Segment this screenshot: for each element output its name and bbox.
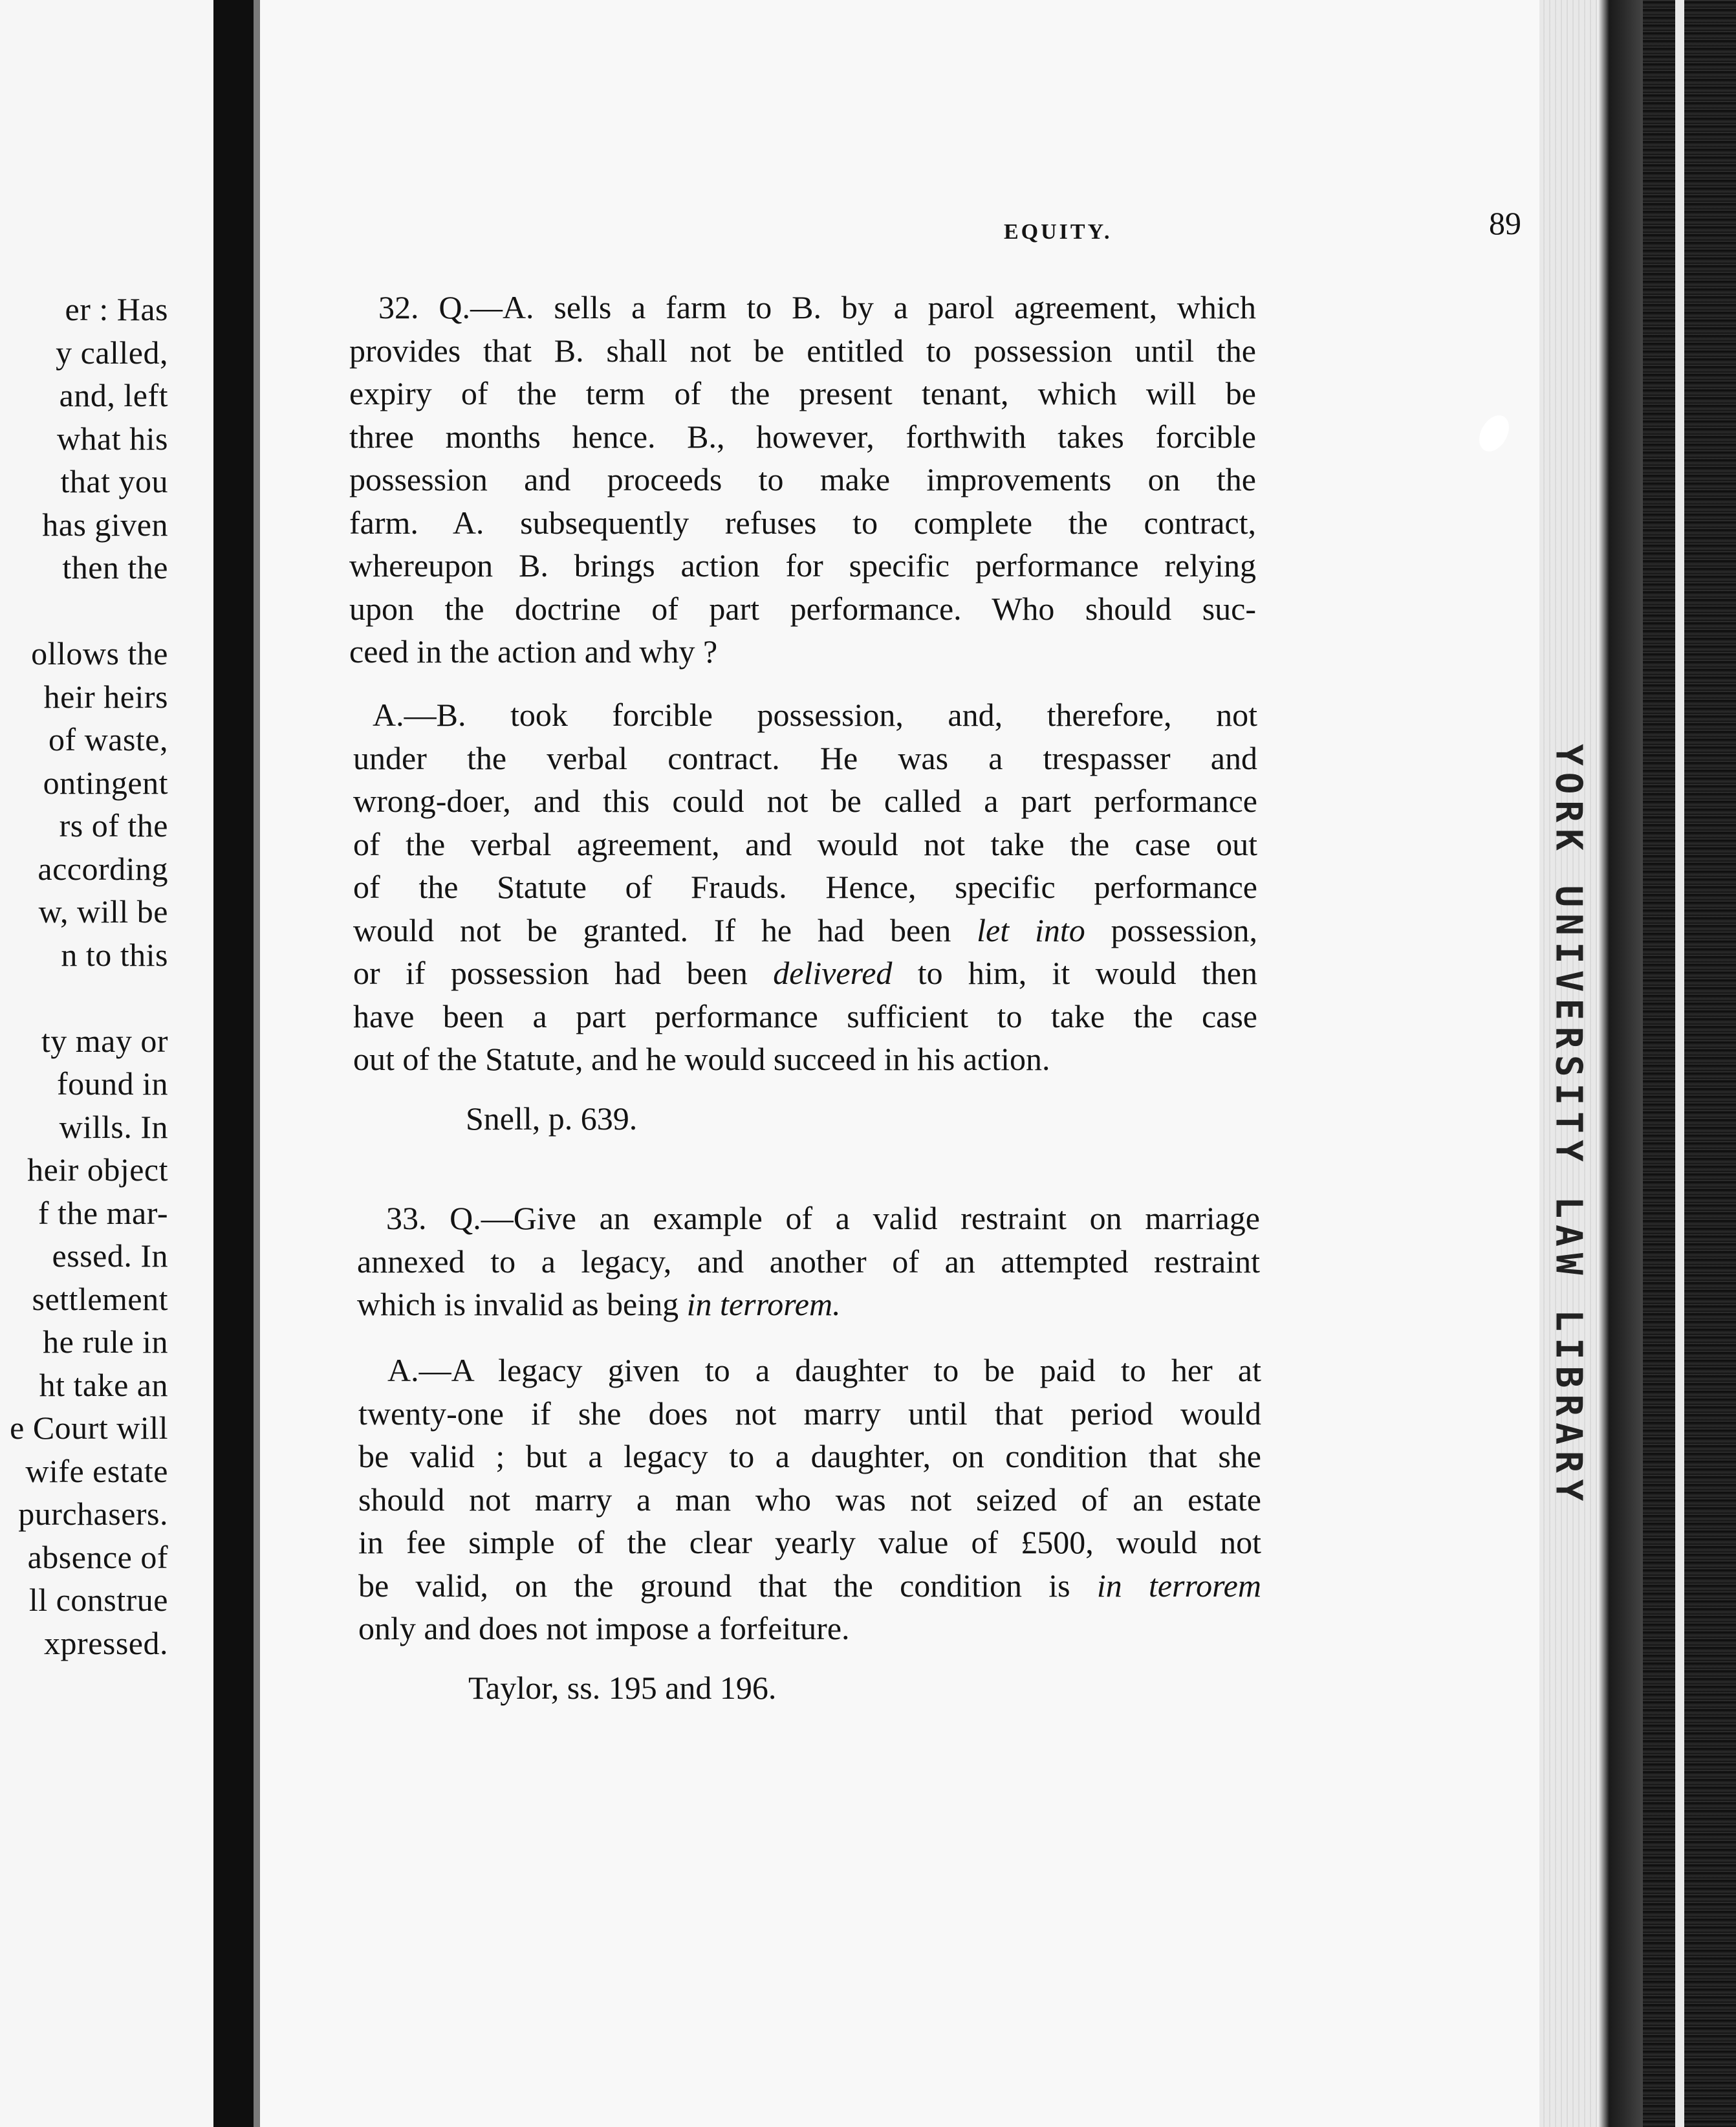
previous-page-line xyxy=(0,976,168,1020)
previous-page-line: settlement xyxy=(32,1280,168,1317)
answer-32-line: under the verbal contract. He was a trespasser and xyxy=(353,739,1257,776)
previous-page-line: xpressed. xyxy=(44,1624,168,1661)
previous-page-line: er : Has xyxy=(65,291,168,327)
previous-page-line: according xyxy=(38,850,168,887)
question-33-line xyxy=(357,1283,1260,1326)
answer-33-line xyxy=(358,1564,1261,1608)
previous-page-line: y called, xyxy=(56,334,168,371)
answer-32-line: of the Statute of Frauds. Hence, specific performance xyxy=(353,869,1257,905)
previous-page-line: essed. In xyxy=(52,1238,168,1274)
previous-page-line: purchasers. xyxy=(18,1496,168,1532)
answer-32-line: have been a part performance sufficient to take the case xyxy=(353,998,1257,1034)
previous-page-line: wife estate xyxy=(25,1452,168,1489)
book-gutter xyxy=(213,0,254,2127)
previous-page-line: heir heirs xyxy=(43,678,168,715)
previous-page-line: absence of xyxy=(27,1538,168,1575)
previous-page-line: e Court will xyxy=(10,1410,168,1446)
previous-page-line xyxy=(0,589,168,633)
text-run: be valid, on the ground that the condition is xyxy=(358,1567,1097,1604)
answer-33-line: only and does not impose a forfeiture. xyxy=(358,1610,850,1646)
reference-32: Snell, p. 639. xyxy=(466,1100,638,1137)
answer-32-line xyxy=(353,909,1257,952)
previous-page-line: ty may or xyxy=(41,1022,168,1059)
answer-33-line: in fee simple of the clear yearly value of £500, would not xyxy=(358,1524,1261,1560)
previous-page-line: ollows the xyxy=(31,635,168,671)
question-33 xyxy=(357,1197,1260,1326)
answer-32-line xyxy=(353,952,1257,995)
answer-32-line: of the verbal agreement, and would not take the case out xyxy=(353,825,1257,862)
question-32-line: farm. A. subsequently refuses to complete the contract, xyxy=(349,504,1256,541)
binding-highlight xyxy=(1675,0,1684,2127)
italic-phrase: in terrorem. xyxy=(686,1286,841,1322)
italic-phrase: delivered xyxy=(773,955,893,991)
answer-33-line: twenty-one if she does not marry until that period would xyxy=(358,1395,1261,1432)
previous-page-line: ht take an xyxy=(39,1366,168,1403)
previous-page-line: of waste, xyxy=(49,721,168,758)
italic-phrase: let into xyxy=(977,911,1085,948)
question-33-line: 33. Q.—Give an example of a valid restraint on marriage xyxy=(386,1200,1260,1236)
text-run: or if possession had been xyxy=(353,955,774,991)
previous-page-line: and, left xyxy=(59,377,168,413)
previous-page-line: found in xyxy=(56,1065,168,1102)
previous-page-text xyxy=(0,288,168,1664)
previous-page-line: that you xyxy=(60,463,168,499)
question-32-line: whereupon B. brings action for specific performance relying xyxy=(349,547,1256,584)
question-32-line: possession and proceeds to make improvements on the xyxy=(349,461,1256,497)
previous-page-line: he rule in xyxy=(43,1324,168,1360)
question-32-line: expiry of the term of the present tenant, which will be xyxy=(349,375,1256,411)
previous-page-fragment xyxy=(0,0,213,2127)
question-32-line: three months hence. B., however, forthwith takes forcible xyxy=(349,418,1256,455)
previous-page-line: rs of the xyxy=(59,807,168,844)
answer-33-line: should not marry a man who was not seized of an estate xyxy=(358,1481,1261,1518)
page-number: 89 xyxy=(1489,205,1521,241)
answer-32 xyxy=(353,693,1257,1081)
text-run: to him, it would then xyxy=(892,955,1258,991)
question-32-line: 32. Q.—A. sells a farm to B. by a parol agreement, which xyxy=(378,289,1256,325)
text-run: possession, xyxy=(1085,911,1257,948)
question-32-line: provides that B. shall not be entitled to possession until the xyxy=(349,332,1256,369)
answer-33 xyxy=(358,1349,1261,1650)
answer-32-line: A.—B. took forcible possession, and, therefore, not xyxy=(373,697,1257,733)
answer-32-line: wrong-doer, and this could not be called a part performance xyxy=(353,783,1257,819)
previous-page-line: n to this xyxy=(61,936,168,973)
question-32-line: ceed in the action and why ? xyxy=(349,633,718,670)
question-32 xyxy=(349,286,1256,673)
text-run: would not be granted. If he had been xyxy=(353,911,977,948)
answer-32-line: out of the Statute, and he would succeed in his action. xyxy=(353,1041,1050,1077)
previous-page-line: what his xyxy=(56,420,168,457)
answer-33-line: be valid ; but a legacy to a daughter, on condition that she xyxy=(358,1438,1261,1474)
previous-page-line: has given xyxy=(42,506,168,543)
previous-page-line: ontingent xyxy=(43,764,168,801)
text-run: which is invalid as being xyxy=(357,1286,687,1322)
gutter-shadow xyxy=(254,0,260,2127)
library-stamp xyxy=(1546,744,1591,1508)
italic-phrase: in terrorem xyxy=(1096,1567,1261,1604)
question-32-line: upon the doctrine of part performance. Who should suc- xyxy=(349,590,1256,627)
question-33-line: annexed to a legacy, and another of an attempted restraint xyxy=(357,1243,1260,1280)
library-stamp-text: YORK UNIVERSITY LAW LIBRARY xyxy=(1547,744,1590,1508)
book-cover-edge xyxy=(1643,0,1736,2127)
previous-page-line: ll construe xyxy=(28,1582,168,1618)
book-binding xyxy=(1598,0,1643,2127)
previous-page-line: w, will be xyxy=(38,893,168,930)
previous-page-line: then the xyxy=(62,549,168,585)
previous-page-line: wills. In xyxy=(59,1108,168,1145)
running-header: EQUITY. xyxy=(1004,220,1112,244)
previous-page-line: f the mar- xyxy=(38,1194,168,1231)
previous-page-line: heir object xyxy=(27,1151,168,1188)
book-page xyxy=(260,0,1539,2127)
answer-33-line: A.—A legacy given to a daughter to be paid to her at xyxy=(387,1352,1261,1388)
reference-33: Taylor, ss. 195 and 196. xyxy=(468,1670,777,1706)
